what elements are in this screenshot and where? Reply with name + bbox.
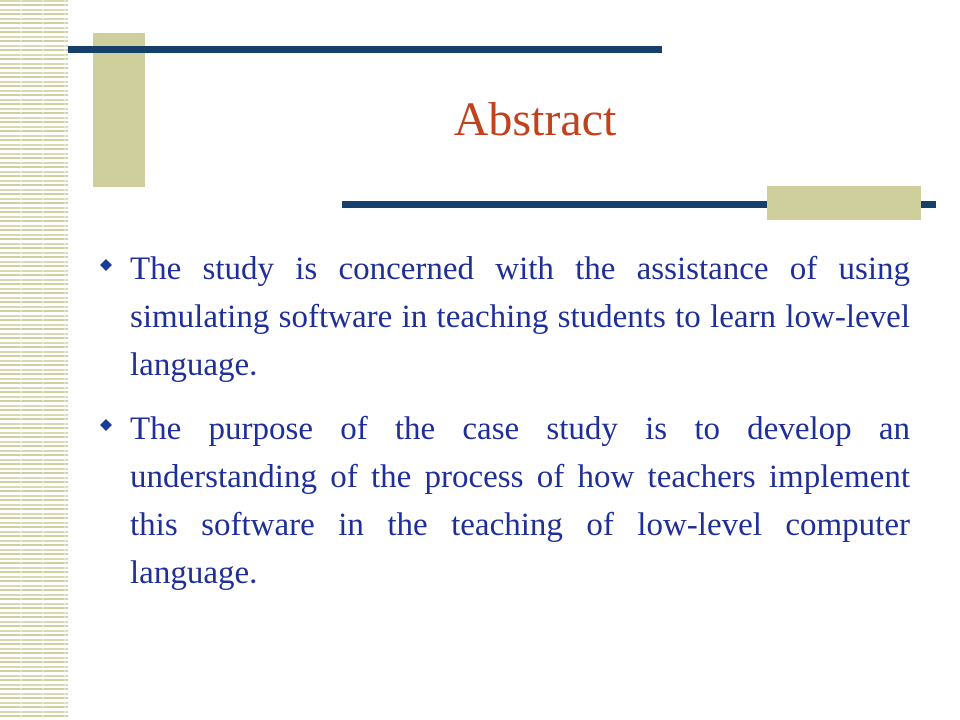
bullet-list (100, 245, 910, 613)
diamond-bullet-icon (100, 419, 112, 431)
decor-tan-block-left (93, 33, 145, 187)
diamond-bullet-icon (100, 259, 112, 271)
left-striped-margin (0, 0, 68, 720)
decor-navy-line-top (68, 46, 662, 53)
slide-title: Abstract (453, 93, 617, 146)
bullet-item-2 (100, 405, 910, 597)
bullet-text-1: The study is concerned with the assistance of using simulating software in teaching students to learn low-level language. (130, 251, 910, 383)
decor-tan-block-right (767, 186, 921, 220)
left-striped-overlay (0, 0, 68, 720)
bullet-text-2: The purpose of the case study is to develop an understanding of the process of how teachers implement this software in the teaching of low-level computer language. (130, 411, 910, 591)
bullet-item-1 (100, 245, 910, 389)
